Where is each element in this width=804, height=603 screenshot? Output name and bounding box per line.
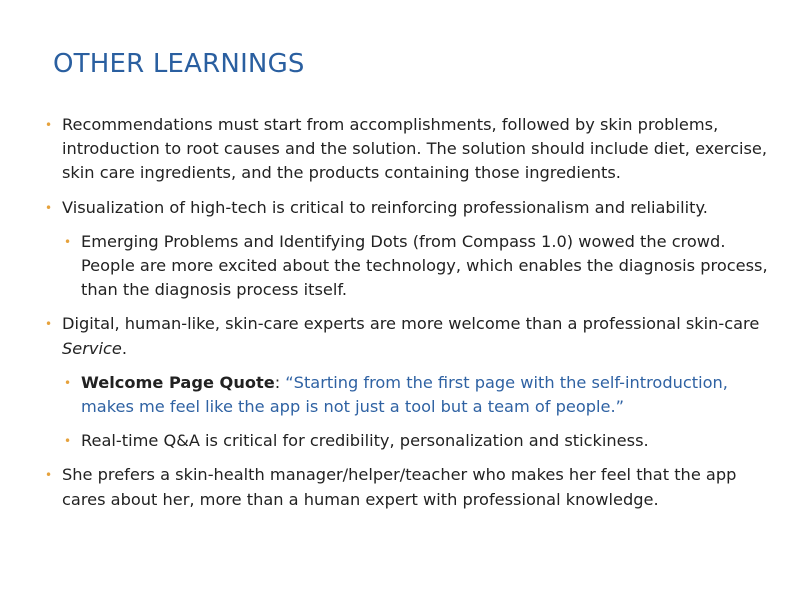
bullet-text: Recommendations must start from accomplishments, followed by skin problems, introduction to root causes and the solution. The solution should include diet, exercise, skin care ingredients, and the products containing those ingredients. (62, 115, 768, 183)
bullet-text-part: . (121, 338, 127, 358)
bullet-dot-icon: • (45, 118, 53, 132)
bullet-text (62, 314, 759, 357)
bullet-dot-icon: • (64, 234, 72, 249)
bullet-list (45, 113, 780, 522)
slide-title: OTHER LEARNINGS (53, 49, 305, 79)
bullet-text: Real-time Q&A is critical for credibility, personalization and stickiness. (81, 431, 649, 451)
bullet-text: She prefers a skin-health manager/helper/teacher who makes her feel that the app cares about her, more than a human expert with professional knowledge. (62, 465, 737, 509)
bullet-dot-icon: • (45, 200, 53, 215)
bullet-item (45, 113, 780, 186)
bullet-text-part: Digital, human-like, skin-care experts are more welcome than a professional skin-care (62, 314, 760, 334)
quote-separator: : (274, 372, 286, 392)
sub-bullet-item (64, 371, 780, 419)
bullet-dot-icon: • (45, 317, 53, 332)
sub-bullet-item (64, 230, 780, 303)
bullet-dot-icon: • (64, 375, 72, 390)
bullet-text (81, 373, 728, 416)
bullet-item (45, 463, 780, 511)
quote-text: “Starting from the first page with the self-introduction, makes me feel like the app is not just a tool but a team of people.” (81, 372, 728, 417)
bullet-text-italic: Service (62, 338, 122, 358)
bullet-text: Emerging Problems and Identifying Dots (from Compass 1.0) wowed the crowd. People are more excited about the technology, which enables the diagnosis process, than the diagnosis process itself. (81, 231, 768, 300)
quote-label: Welcome Page Quote (81, 372, 275, 392)
bullet-dot-icon: • (64, 434, 72, 449)
bullet-dot-icon: • (45, 468, 53, 483)
bullet-text: Visualization of high-tech is critical to reinforcing professionalism and reliability. (62, 197, 708, 217)
bullet-item (45, 196, 780, 220)
sub-bullet-item (64, 429, 780, 453)
bullet-item (45, 312, 780, 360)
